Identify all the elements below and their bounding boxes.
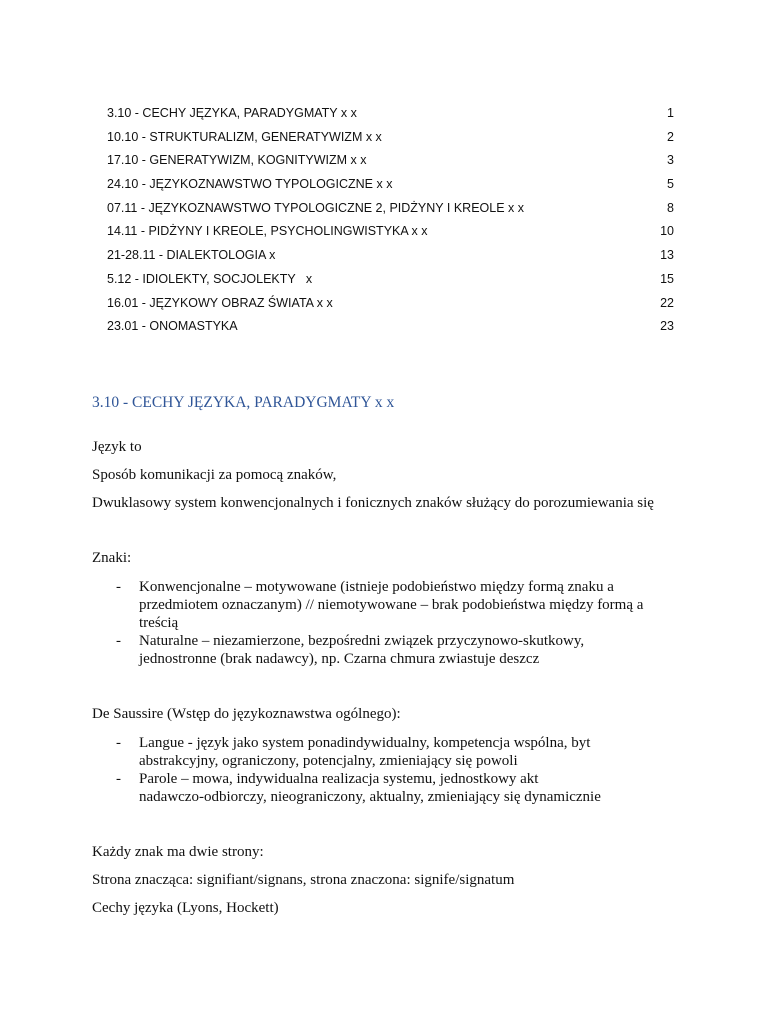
- list-item-line: Naturalne – niezamierzone, bezpośredni związek przyczynowo-skutkowy,: [139, 633, 585, 649]
- table-of-contents: [107, 102, 674, 339]
- list-item-line: treścią: [139, 615, 179, 631]
- list-item: [92, 632, 682, 668]
- list-item: [92, 578, 682, 632]
- toc-entry[interactable]: [107, 268, 674, 292]
- toc-entry[interactable]: [107, 244, 674, 268]
- paragraph-two-class-system: Dwuklasowy system konwencjonalnych i fonicznych znaków służący do porozumiewania się: [92, 495, 654, 511]
- list-dash: -: [116, 771, 121, 787]
- list-item-line: Parole – mowa, indywidualna realizacja systemu, jednostkowy akt: [139, 771, 539, 787]
- signs-list: [92, 578, 682, 668]
- list-dash: -: [116, 579, 121, 595]
- toc-entry-title[interactable]: 23.01 - ONOMASTYKA: [107, 319, 238, 334]
- list-item-line: nadawczo-odbiorczy, nieograniczony, aktualny, zmieniający się dynamicznie: [139, 789, 601, 805]
- toc-entry-page[interactable]: 23: [660, 319, 674, 334]
- document-body: [92, 390, 682, 917]
- list-item-line: Langue - język jako system ponadindywidualny, kompetencja wspólna, byt: [139, 735, 591, 751]
- toc-entry[interactable]: [107, 149, 674, 173]
- toc-entry[interactable]: [107, 126, 674, 150]
- toc-entry[interactable]: [107, 197, 674, 221]
- toc-entry-title[interactable]: 16.01 - JĘZYKOWY OBRAZ ŚWIATA x x: [107, 295, 333, 310]
- toc-entry-page[interactable]: 10: [660, 224, 674, 239]
- toc-entry-page[interactable]: 15: [660, 271, 674, 286]
- toc-entry-page[interactable]: 1: [667, 106, 674, 120]
- toc-entry-title[interactable]: 10.10 - STRUKTURALIZM, GENERATYWIZM x x: [107, 129, 382, 144]
- toc-entry-title[interactable]: 5.12 - IDIOLEKTY, SOCJOLEKTY x: [107, 271, 313, 286]
- list-item: [92, 734, 682, 770]
- toc-entry[interactable]: [107, 102, 674, 126]
- list-item-line: Konwencjonalne – motywowane (istnieje podobieństwo między formą znaku a: [139, 579, 614, 595]
- paragraph-saussure-label: De Saussire (Wstęp do językoznawstwa ogólnego):: [92, 706, 401, 722]
- toc-entry-title[interactable]: 3.10 - CECHY JĘZYKA, PARADYGMATY x x: [107, 106, 357, 120]
- toc-entry-title[interactable]: 14.11 - PIDŻYNY I KREOLE, PSYCHOLINGWISTYKA x x: [107, 224, 428, 239]
- toc-entry[interactable]: [107, 173, 674, 197]
- list-item-line: abstrakcyjny, ograniczony, potencjalny, zmieniający się powoli: [139, 753, 518, 769]
- toc-entry-page[interactable]: 13: [660, 248, 674, 263]
- toc-entry-page[interactable]: 8: [667, 200, 674, 215]
- list-dash: -: [116, 633, 121, 649]
- paragraph-communication: Sposób komunikacji za pomocą znaków,: [92, 467, 337, 483]
- toc-entry-title[interactable]: 17.10 - GENERATYWIZM, KOGNITYWIZM x x: [107, 153, 367, 168]
- toc-entry-title[interactable]: 24.10 - JĘZYKOZNAWSTWO TYPOLOGICZNE x x: [107, 177, 393, 192]
- saussure-list: [92, 734, 682, 806]
- paragraph-signs-label: Znaki:: [92, 550, 132, 566]
- toc-entry[interactable]: [107, 220, 674, 244]
- list-item: [92, 770, 682, 806]
- paragraph-sign-sides-label: Każdy znak ma dwie strony:: [92, 844, 264, 860]
- toc-entry-page[interactable]: 22: [660, 295, 674, 310]
- toc-entry-page[interactable]: 3: [667, 153, 674, 168]
- toc-entry[interactable]: [107, 292, 674, 316]
- list-item-line: przedmiotem oznaczanym) // niemotywowane – brak podobieństwa między formą a: [139, 597, 644, 613]
- toc-entry-page[interactable]: 2: [667, 129, 674, 144]
- list-dash: -: [116, 735, 121, 751]
- toc-entry-title[interactable]: 07.11 - JĘZYKOZNAWSTWO TYPOLOGICZNE 2, PIDŻYNY I KREOLE x x: [107, 200, 524, 215]
- toc-entry-page[interactable]: 5: [667, 177, 674, 192]
- paragraph-sign-sides: Strona znacząca: signifiant/signans, strona znaczona: signife/signatum: [92, 872, 515, 888]
- paragraph-language-features: Cechy języka (Lyons, Hockett): [92, 900, 279, 916]
- toc-entry-title[interactable]: 21-28.11 - DIALEKTOLOGIA x: [107, 248, 276, 263]
- paragraph-language-is: Język to: [92, 439, 142, 455]
- section-heading: 3.10 - CECHY JĘZYKA, PARADYGMATY x x: [92, 394, 395, 411]
- toc-entry[interactable]: [107, 315, 674, 339]
- list-item-line: jednostronne (brak nadawcy), np. Czarna chmura zwiastuje deszcz: [139, 651, 540, 667]
